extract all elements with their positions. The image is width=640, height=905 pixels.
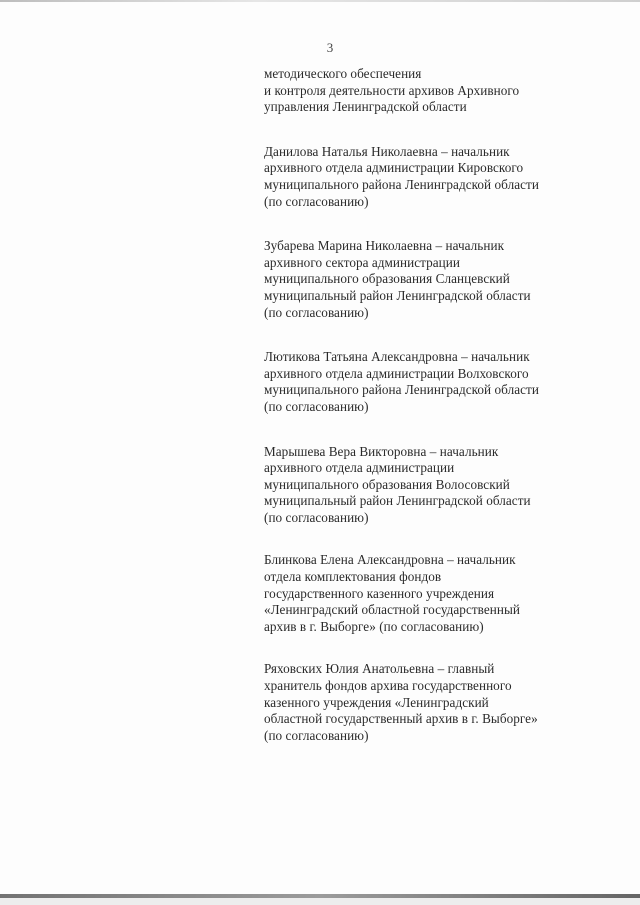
member-entry bbox=[264, 238, 594, 321]
member-entry bbox=[264, 661, 594, 744]
entry-line: и контроля деятельности архивов Архивного bbox=[264, 82, 520, 98]
entry-line: архивного отдела администрации Волховского bbox=[264, 365, 529, 381]
entry-line: муниципальный район Ленинградской области bbox=[264, 493, 531, 509]
member-entry bbox=[264, 349, 594, 415]
entry-line: казенного учреждения «Ленинградский bbox=[264, 694, 489, 710]
entry-line: архивного отдела администрации bbox=[264, 460, 455, 476]
entry-line: муниципального образования Сланцевский bbox=[264, 271, 510, 287]
entry-line: муниципальный район Ленинградской области bbox=[264, 287, 531, 303]
entry-line: (по согласованию) bbox=[264, 193, 369, 209]
entry-line: архивного сектора администрации bbox=[264, 254, 461, 270]
entry-line: муниципального района Ленинградской области bbox=[264, 176, 539, 192]
entry-line: муниципального района Ленинградской области bbox=[264, 382, 539, 398]
member-entry bbox=[264, 444, 594, 527]
entry-line: муниципального образования Волосовский bbox=[264, 476, 510, 492]
entry-line: хранитель фондов архива государственного bbox=[264, 678, 512, 694]
entry-line: методического обеспечения bbox=[264, 66, 422, 81]
entry-line: Зубарева Марина Николаевна – начальник bbox=[264, 238, 505, 254]
entry-line: Ряховских Юлия Анатольевна – главный bbox=[264, 661, 495, 677]
entry-line: (по согласованию) bbox=[264, 727, 369, 743]
entry-line: Данилова Наталья Николаевна – начальник bbox=[264, 143, 510, 159]
entry-line: Марышева Вера Викторовна – начальник bbox=[264, 443, 499, 459]
member-entry bbox=[264, 66, 594, 116]
entry-line: областной государственный архив в г. Выборге» bbox=[264, 711, 538, 727]
member-entry bbox=[264, 552, 594, 635]
entry-line: Блинкова Елена Александровна – начальник bbox=[264, 552, 516, 568]
entry-line: государственного казенного учреждения bbox=[264, 585, 495, 601]
entry-line: (по согласованию) bbox=[264, 509, 369, 525]
scan-bottom-margin bbox=[0, 898, 640, 905]
entry-line: архивного отдела администрации Кировского bbox=[264, 160, 524, 176]
page-number: 3 bbox=[326, 40, 334, 55]
entry-line: архив в г. Выборге» (по согласованию) bbox=[264, 618, 484, 634]
entry-line: (по согласованию) bbox=[264, 304, 369, 320]
entry-line: управления Ленинградской области bbox=[264, 99, 467, 115]
entry-line: (по согласованию) bbox=[264, 398, 369, 414]
entry-line: «Ленинградский областной государственный bbox=[264, 602, 520, 618]
member-entry bbox=[264, 144, 594, 210]
entry-line: Лютикова Татьяна Александровна – начальник bbox=[264, 349, 530, 365]
entry-line: отдела комплектования фондов bbox=[264, 569, 442, 585]
scan-top-edge bbox=[0, 0, 640, 2]
committee-member-list bbox=[264, 66, 594, 744]
